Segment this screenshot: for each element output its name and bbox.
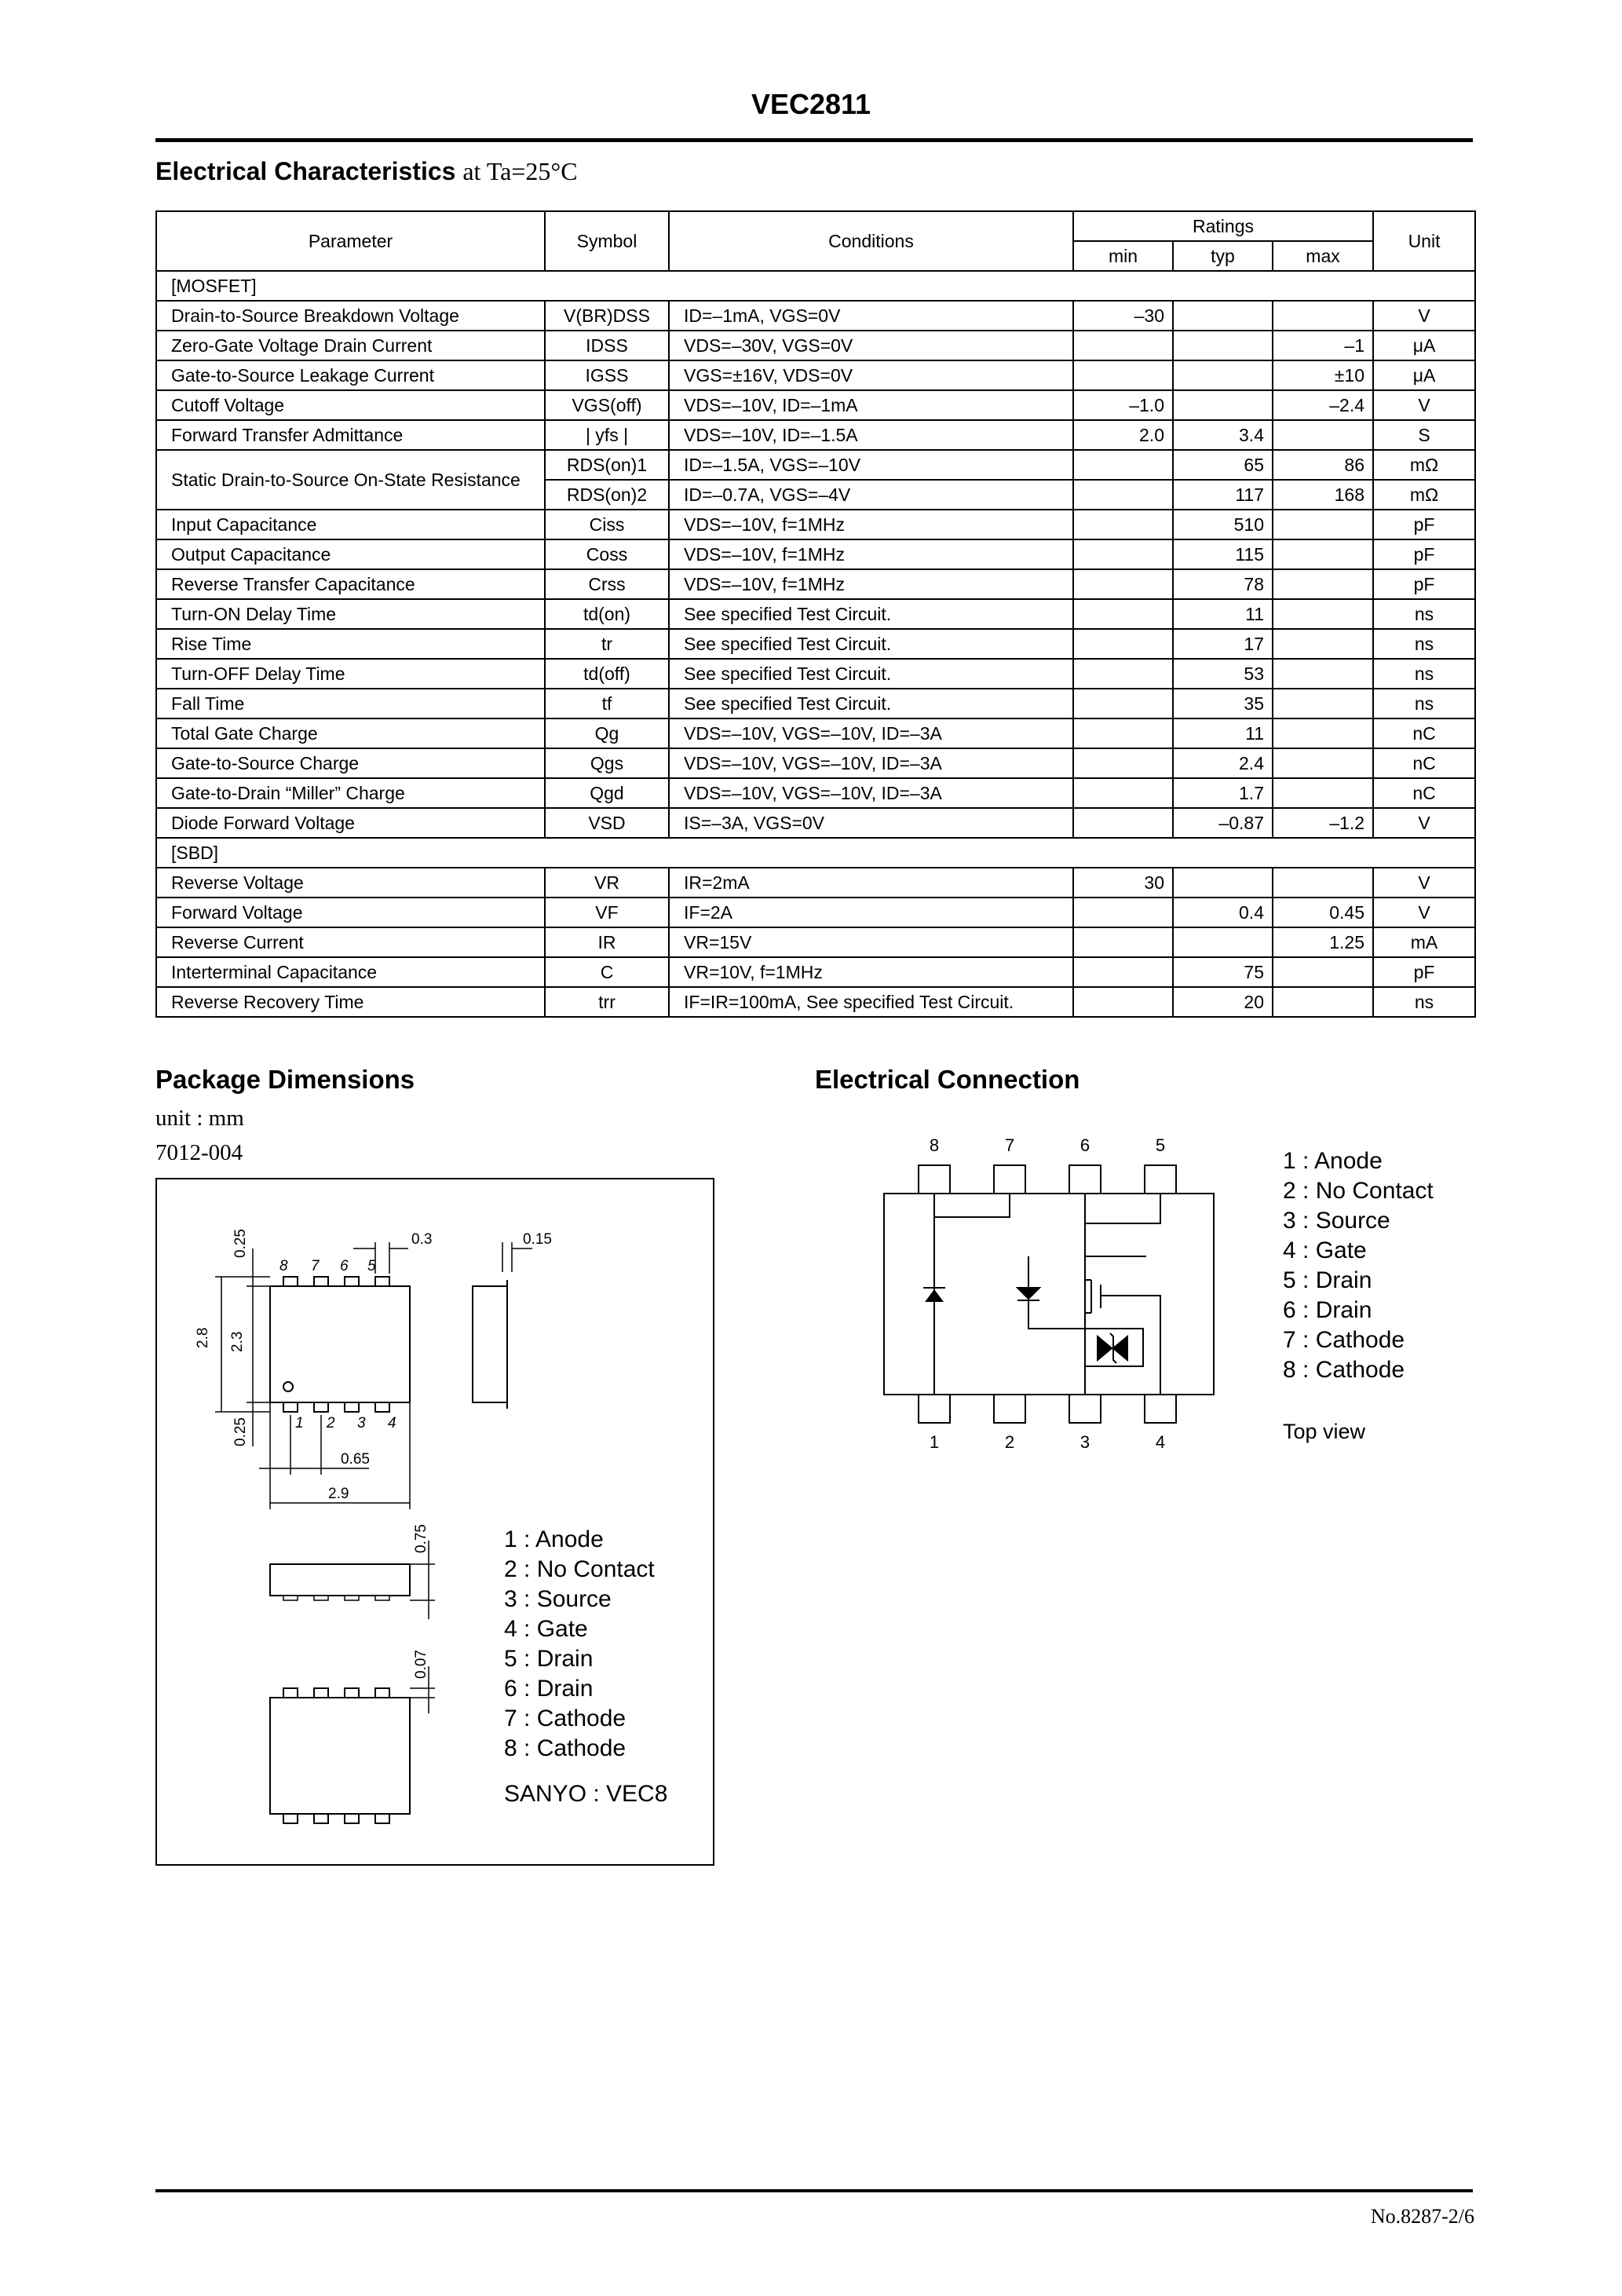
typ-cell: 11 <box>1173 718 1273 748</box>
max-cell <box>1273 599 1373 629</box>
zener-diode-icon <box>1098 1333 1127 1363</box>
package-unit: unit : mm <box>155 1106 244 1131</box>
unit-cell: nC <box>1373 718 1475 748</box>
pin-item: 6 : Drain <box>1283 1297 1372 1323</box>
package-body-side-view <box>473 1286 507 1402</box>
pin-item: 3 : Source <box>504 1586 612 1612</box>
min-cell <box>1073 629 1173 659</box>
dim-0-75: 0.75 <box>413 1524 429 1553</box>
unit-cell: mΩ <box>1373 450 1475 480</box>
group-label-mosfet: [MOSFET] <box>156 271 1475 301</box>
header-unit: Unit <box>1373 211 1475 271</box>
min-cell <box>1073 957 1173 987</box>
symbol-cell: tr <box>545 629 669 659</box>
mosfet-section-2 <box>156 510 1475 838</box>
typ-cell <box>1173 360 1273 390</box>
unit-cell: pF <box>1373 510 1475 539</box>
unit-cell: V <box>1373 868 1475 898</box>
pin-label: 8 <box>279 1258 288 1274</box>
symbol-cell: trr <box>545 987 669 1017</box>
conditions-cell: ID=–0.7A, VGS=–4V <box>669 480 1073 510</box>
conditions-cell: VR=15V <box>669 927 1073 957</box>
pin-item: 8 : Cathode <box>504 1735 627 1761</box>
typ-cell: 20 <box>1173 987 1273 1017</box>
dim-0-65: 0.65 <box>341 1451 370 1468</box>
unit-cell: nC <box>1373 778 1475 808</box>
header-parameter: Parameter <box>156 211 545 271</box>
parameter-cell: Diode Forward Voltage <box>156 808 545 838</box>
pin-item: 8 : Cathode <box>1283 1357 1405 1383</box>
conditions-cell: VR=10V, f=1MHz <box>669 957 1073 987</box>
conditions-cell: VDS=–10V, ID=–1.5A <box>669 420 1073 450</box>
symbol-cell: Ciss <box>545 510 669 539</box>
table-row <box>156 927 1475 957</box>
package-drawing-box <box>155 1178 714 1866</box>
max-cell <box>1273 510 1373 539</box>
unit-cell: nC <box>1373 748 1475 778</box>
symbol-cell: Coss <box>545 539 669 569</box>
max-cell <box>1273 778 1373 808</box>
group-label-sbd: [SBD] <box>156 838 1475 868</box>
parameter-cell: Input Capacitance <box>156 510 545 539</box>
max-cell: 168 <box>1273 480 1373 510</box>
table-row <box>156 450 1475 480</box>
header-conditions: Conditions <box>669 211 1073 271</box>
conditions-cell: VDS=–10V, f=1MHz <box>669 539 1073 569</box>
parameter-cell: Forward Transfer Admittance <box>156 420 545 450</box>
parameter-cell: Cutoff Voltage <box>156 390 545 420</box>
table-row <box>156 778 1475 808</box>
dim-0-25-bottom: 0.25 <box>232 1417 249 1446</box>
unit-cell: V <box>1373 301 1475 331</box>
rds-section <box>156 450 1475 510</box>
rds-param-cell: Static Drain-to-Source On-State Resistance <box>156 450 545 510</box>
header-typ: typ <box>1173 241 1273 271</box>
min-cell <box>1073 659 1173 689</box>
min-cell <box>1073 748 1173 778</box>
max-cell <box>1273 957 1373 987</box>
package-body-front-view <box>270 1564 410 1596</box>
conditions-cell: ID=–1mA, VGS=0V <box>669 301 1073 331</box>
symbol-cell: IDSS <box>545 331 669 360</box>
typ-cell: 1.7 <box>1173 778 1273 808</box>
symbol-cell: td(off) <box>545 659 669 689</box>
table-row <box>156 301 1475 331</box>
pin-item: 7 : Cathode <box>1283 1327 1405 1353</box>
parameter-cell: Reverse Transfer Capacitance <box>156 569 545 599</box>
conditions-cell: See specified Test Circuit. <box>669 689 1073 718</box>
parameter-cell: Drain-to-Source Breakdown Voltage <box>156 301 545 331</box>
typ-cell: 2.4 <box>1173 748 1273 778</box>
conditions-cell: VDS=–10V, ID=–1mA <box>669 390 1073 420</box>
pin-label: 1 <box>295 1415 304 1431</box>
typ-cell <box>1173 301 1273 331</box>
parameter-cell: Reverse Voltage <box>156 868 545 898</box>
table-row <box>156 748 1475 778</box>
table-row <box>156 957 1475 987</box>
conditions-cell: VDS=–10V, f=1MHz <box>669 569 1073 599</box>
symbol-cell: VF <box>545 898 669 927</box>
package-body-bottom-view <box>270 1698 410 1814</box>
max-cell: –1.2 <box>1273 808 1373 838</box>
symbol-cell: | yfs | <box>545 420 669 450</box>
mosfet-icon <box>1017 1280 1131 1313</box>
conn-wiring <box>934 1194 1160 1395</box>
parameter-cell: Turn-ON Delay Time <box>156 599 545 629</box>
conditions-cell: VDS=–10V, f=1MHz <box>669 510 1073 539</box>
pin-item: 6 : Drain <box>504 1676 594 1702</box>
table-row <box>156 718 1475 748</box>
pin-item: 2 : No Contact <box>1283 1178 1434 1204</box>
header-min: min <box>1073 241 1173 271</box>
min-cell <box>1073 569 1173 599</box>
section-heading <box>155 157 578 186</box>
maker-label: SANYO : VEC8 <box>504 1781 668 1807</box>
symbol-cell: VGS(off) <box>545 390 669 420</box>
sbd-section <box>156 838 1475 1017</box>
parameter-cell: Rise Time <box>156 629 545 659</box>
pin-label: 3 <box>357 1415 366 1431</box>
table-row <box>156 898 1475 927</box>
conditions-cell: See specified Test Circuit. <box>669 659 1073 689</box>
typ-cell <box>1173 390 1273 420</box>
dim-0-25-top: 0.25 <box>232 1229 249 1258</box>
symbol-cell: C <box>545 957 669 987</box>
max-cell <box>1273 868 1373 898</box>
conditions-cell: VGS=±16V, VDS=0V <box>669 360 1073 390</box>
conn-pin-label: 7 <box>1004 1135 1015 1155</box>
conditions-cell: VDS=–10V, VGS=–10V, ID=–3A <box>669 778 1073 808</box>
conditions-cell: VDS=–30V, VGS=0V <box>669 331 1073 360</box>
max-cell <box>1273 420 1373 450</box>
pin-item: 4 : Gate <box>1283 1238 1367 1263</box>
table-row <box>156 510 1475 539</box>
header-rule <box>155 138 1473 142</box>
conn-pin-label: 5 <box>1155 1135 1166 1155</box>
conditions-cell: ID=–1.5A, VGS=–10V <box>669 450 1073 480</box>
unit-cell: V <box>1373 390 1475 420</box>
parameter-cell: Reverse Current <box>156 927 545 957</box>
pin1-marker-icon <box>283 1382 293 1391</box>
symbol-cell: V(BR)DSS <box>545 301 669 331</box>
package-top-pins <box>283 1277 389 1412</box>
table-row <box>156 390 1475 420</box>
typ-cell: 53 <box>1173 659 1273 689</box>
table-row <box>156 629 1475 659</box>
conditions-cell: IF=IR=100mA, See specified Test Circuit. <box>669 987 1073 1017</box>
conditions-cell: VDS=–10V, VGS=–10V, ID=–3A <box>669 748 1073 778</box>
conn-pin-label: 6 <box>1080 1135 1090 1155</box>
conn-pin-label: 8 <box>929 1135 940 1155</box>
mosfet-section <box>156 271 1475 450</box>
min-cell <box>1073 599 1173 629</box>
min-cell <box>1073 450 1173 480</box>
symbol-cell: Qgd <box>545 778 669 808</box>
table-row <box>156 539 1475 569</box>
parameter-cell: Interterminal Capacitance <box>156 957 545 987</box>
max-cell <box>1273 659 1373 689</box>
max-cell: –1 <box>1273 331 1373 360</box>
symbol-cell: tf <box>545 689 669 718</box>
min-cell <box>1073 689 1173 718</box>
typ-cell <box>1173 927 1273 957</box>
typ-cell <box>1173 331 1273 360</box>
table-row <box>156 599 1475 629</box>
conditions-cell: See specified Test Circuit. <box>669 599 1073 629</box>
typ-cell: 510 <box>1173 510 1273 539</box>
parameter-cell: Gate-to-Source Leakage Current <box>156 360 545 390</box>
conn-pin-label: 4 <box>1155 1432 1166 1452</box>
max-cell: 1.25 <box>1273 927 1373 957</box>
header-max: max <box>1273 241 1373 271</box>
sbd-diode-icon <box>923 1288 945 1302</box>
parameter-cell: Reverse Recovery Time <box>156 987 545 1017</box>
conn-pins <box>919 1165 1176 1423</box>
dim-2-3: 2.3 <box>229 1331 246 1352</box>
min-cell <box>1073 778 1173 808</box>
unit-cell: mA <box>1373 927 1475 957</box>
typ-cell: 115 <box>1173 539 1273 569</box>
max-cell: 0.45 <box>1273 898 1373 927</box>
symbol-cell: Crss <box>545 569 669 599</box>
package-code: 7012-004 <box>155 1140 243 1165</box>
max-cell <box>1273 569 1373 599</box>
document-title: VEC2811 <box>751 88 871 120</box>
min-cell: 30 <box>1073 868 1173 898</box>
unit-cell: ns <box>1373 689 1475 718</box>
table-row <box>156 808 1475 838</box>
symbol-cell: Qgs <box>545 748 669 778</box>
header-symbol: Symbol <box>545 211 669 271</box>
max-cell <box>1273 629 1373 659</box>
footer-rule <box>155 2189 1473 2192</box>
electrical-connection-title: Electrical Connection <box>815 1065 1080 1094</box>
pin-item: 5 : Drain <box>504 1646 594 1672</box>
electrical-characteristics-table <box>155 210 1476 1018</box>
dim-2-9: 2.9 <box>328 1486 349 1502</box>
unit-cell: μA <box>1373 331 1475 360</box>
table-row <box>156 420 1475 450</box>
typ-cell: 75 <box>1173 957 1273 987</box>
pin-label: 4 <box>388 1415 396 1431</box>
table-row <box>156 987 1475 1017</box>
table-row <box>156 659 1475 689</box>
pin-item: 4 : Gate <box>504 1616 588 1642</box>
unit-cell: ns <box>1373 599 1475 629</box>
table-row <box>156 689 1475 718</box>
pin-item: 1 : Anode <box>504 1526 604 1552</box>
max-cell: ±10 <box>1273 360 1373 390</box>
typ-cell: 35 <box>1173 689 1273 718</box>
min-cell <box>1073 808 1173 838</box>
header-ratings: Ratings <box>1073 211 1373 241</box>
conn-pin-label: 1 <box>929 1432 940 1452</box>
pin-item: 3 : Source <box>1283 1208 1390 1234</box>
min-cell <box>1073 987 1173 1017</box>
top-view-label: Top view <box>1283 1420 1366 1443</box>
typ-cell: 65 <box>1173 450 1273 480</box>
conn-pin-label: 2 <box>1004 1432 1015 1452</box>
table-row <box>156 569 1475 599</box>
unit-cell: V <box>1373 808 1475 838</box>
unit-cell: mΩ <box>1373 480 1475 510</box>
max-cell <box>1273 718 1373 748</box>
symbol-cell: IR <box>545 927 669 957</box>
pin-item: 1 : Anode <box>1283 1148 1383 1174</box>
unit-cell: pF <box>1373 569 1475 599</box>
symbol-cell: VSD <box>545 808 669 838</box>
typ-cell: 11 <box>1173 599 1273 629</box>
min-cell: –1.0 <box>1073 390 1173 420</box>
pin-label: 5 <box>367 1258 376 1274</box>
parameter-cell: Fall Time <box>156 689 545 718</box>
unit-cell: μA <box>1373 360 1475 390</box>
conditions-cell: IF=2A <box>669 898 1073 927</box>
unit-cell: ns <box>1373 629 1475 659</box>
parameter-cell: Gate-to-Drain “Miller” Charge <box>156 778 545 808</box>
package-pin-list <box>504 1525 667 1809</box>
typ-cell: –0.87 <box>1173 808 1273 838</box>
section-title: Electrical Characteristics <box>155 157 456 185</box>
dim-0-07: 0.07 <box>413 1650 429 1679</box>
max-cell <box>1273 689 1373 718</box>
typ-cell: 0.4 <box>1173 898 1273 927</box>
symbol-cell: RDS(on)2 <box>545 480 669 510</box>
pin-label: 7 <box>311 1258 320 1274</box>
unit-cell: ns <box>1373 987 1475 1017</box>
unit-cell: V <box>1373 898 1475 927</box>
pin-label: 6 <box>340 1258 349 1274</box>
connection-pin-list <box>1283 1146 1434 1385</box>
symbol-cell: Qg <box>545 718 669 748</box>
conditions-cell: See specified Test Circuit. <box>669 629 1073 659</box>
max-cell: –2.4 <box>1273 390 1373 420</box>
pin-item: 2 : No Contact <box>504 1556 655 1582</box>
pin-item: 7 : Cathode <box>504 1706 627 1731</box>
max-cell <box>1273 987 1373 1017</box>
typ-cell <box>1173 868 1273 898</box>
min-cell <box>1073 510 1173 539</box>
max-cell <box>1273 301 1373 331</box>
parameter-cell: Gate-to-Source Charge <box>156 748 545 778</box>
parameter-cell: Total Gate Charge <box>156 718 545 748</box>
package-dimensions-title: Package Dimensions <box>155 1065 415 1094</box>
symbol-cell: VR <box>545 868 669 898</box>
unit-cell: pF <box>1373 957 1475 987</box>
typ-cell: 3.4 <box>1173 420 1273 450</box>
table-row <box>156 868 1475 898</box>
typ-cell: 78 <box>1173 569 1273 599</box>
table-row <box>156 360 1475 390</box>
min-cell <box>1073 331 1173 360</box>
unit-cell: ns <box>1373 659 1475 689</box>
pin-label: 2 <box>327 1415 335 1431</box>
parameter-cell: Turn-OFF Delay Time <box>156 659 545 689</box>
min-cell <box>1073 718 1173 748</box>
symbol-cell: RDS(on)1 <box>545 450 669 480</box>
max-cell: 86 <box>1273 450 1373 480</box>
conn-pin-label: 3 <box>1080 1432 1090 1452</box>
max-cell <box>1273 539 1373 569</box>
package-body-top-view <box>270 1286 410 1402</box>
unit-cell: S <box>1373 420 1475 450</box>
parameter-cell: Zero-Gate Voltage Drain Current <box>156 331 545 360</box>
min-cell <box>1073 539 1173 569</box>
min-cell: 2.0 <box>1073 420 1173 450</box>
symbol-cell: td(on) <box>545 599 669 629</box>
page-number: No.8287-2/6 <box>1370 2205 1474 2228</box>
parameter-cell: Forward Voltage <box>156 898 545 927</box>
parameter-cell: Output Capacitance <box>156 539 545 569</box>
min-cell <box>1073 360 1173 390</box>
dim-0-15: 0.15 <box>523 1231 552 1248</box>
conditions-cell: VDS=–10V, VGS=–10V, ID=–3A <box>669 718 1073 748</box>
pin-item: 5 : Drain <box>1283 1267 1372 1293</box>
min-cell <box>1073 927 1173 957</box>
dim-0-3: 0.3 <box>411 1231 433 1248</box>
electrical-connection-diagram <box>871 1131 1233 1461</box>
conditions-cell: IS=–3A, VGS=0V <box>669 808 1073 838</box>
table-row <box>156 331 1475 360</box>
dim-2-8: 2.8 <box>195 1327 211 1348</box>
section-condition: at Ta=25°C <box>462 157 578 185</box>
conditions-cell: IR=2mA <box>669 868 1073 898</box>
unit-cell: pF <box>1373 539 1475 569</box>
typ-cell: 17 <box>1173 629 1273 659</box>
min-cell: –30 <box>1073 301 1173 331</box>
typ-cell: 117 <box>1173 480 1273 510</box>
min-cell <box>1073 480 1173 510</box>
max-cell <box>1273 748 1373 778</box>
symbol-cell: IGSS <box>545 360 669 390</box>
min-cell <box>1073 898 1173 927</box>
